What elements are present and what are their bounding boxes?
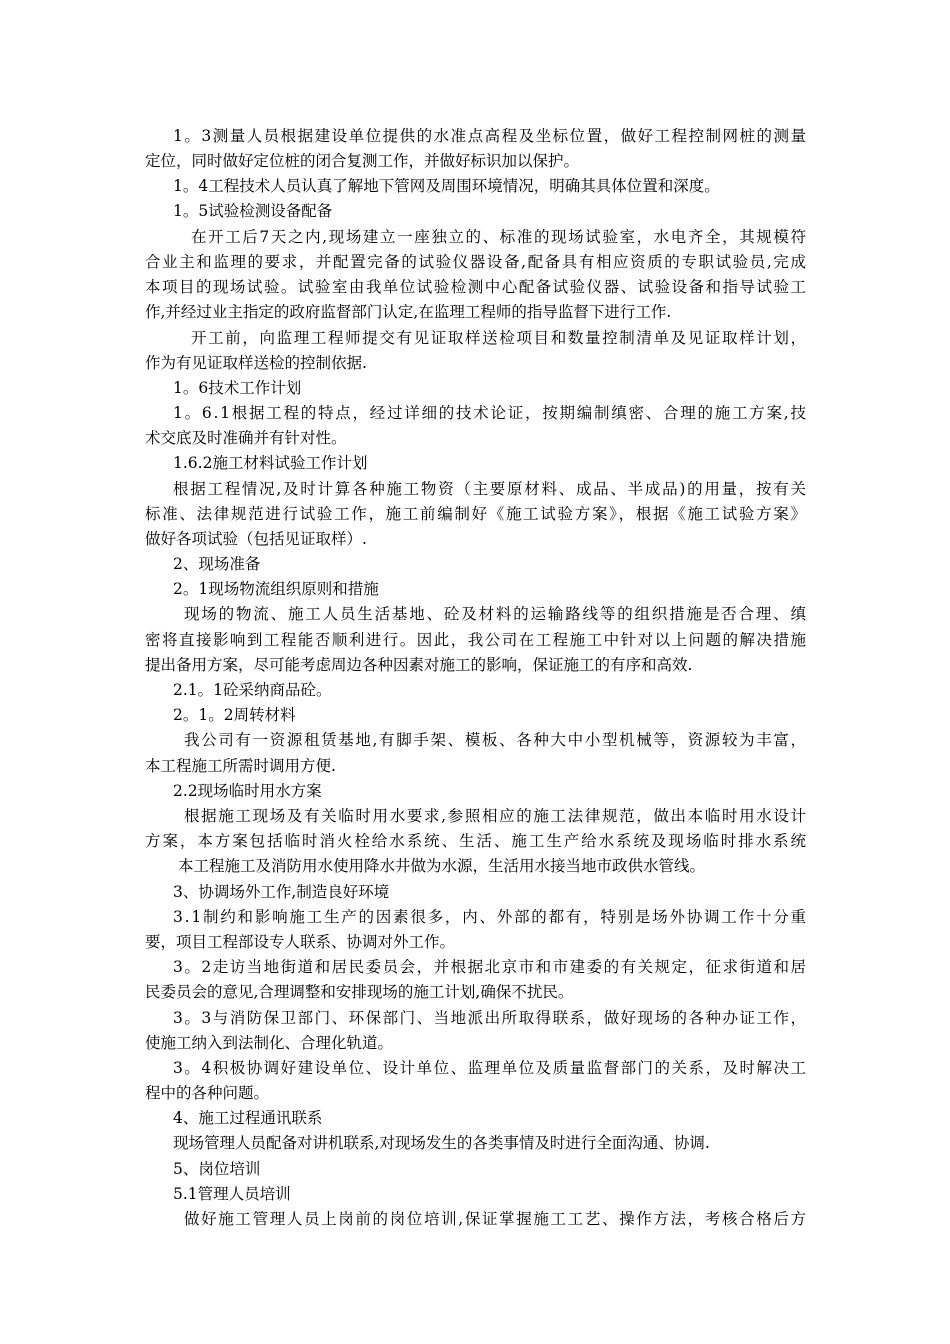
- text-line: [0, 1056, 950, 1080]
- text-line-content: 2.2现场临时用水方案: [173, 782, 322, 800]
- text-line: [0, 653, 950, 677]
- text-line: [0, 728, 950, 752]
- text-line: [0, 980, 950, 1004]
- text-line-content: 本工程施工所需时调用方便.: [145, 757, 336, 775]
- text-line: [0, 1031, 950, 1055]
- text-line: [0, 401, 950, 425]
- text-line-content: 根据工程情况,及时计算各种施工物资（主要原材料、成品、半成品)的用量，按有关: [173, 480, 808, 498]
- text-line-content: 程中的各种问题。: [145, 1084, 270, 1102]
- text-line: [0, 1157, 950, 1181]
- text-line-content: 3。2走访当地街道和居民委员会，并根据北京市和市建委的有关规定，征求街道和居: [173, 958, 808, 976]
- text-line-content: 3。4积极协调好建设单位、设计单位、监理单位及质量监督部门的关系，及时解决工: [173, 1059, 808, 1077]
- text-line: [0, 149, 950, 173]
- text-line: [0, 275, 950, 299]
- text-line: [0, 199, 950, 223]
- text-line: [0, 1182, 950, 1206]
- text-line: [0, 577, 950, 601]
- text-line: [0, 602, 950, 626]
- text-line-content: 1。6技术工作计划: [173, 379, 302, 397]
- text-line-content: 作,并经过业主指定的政府监督部门认定,在监理工程师的指导监督下进行工作.: [145, 303, 672, 321]
- text-line-content: 在开工后7天之内,现场建立一座独立的、标准的现场试验室，水电齐全，其规模符: [191, 228, 808, 246]
- text-line-content: 使施工纳入到法制化、合理化轨道。: [145, 1034, 394, 1052]
- text-line-content: 定位，同时做好定位桩的闭合复测工作，并做好标识加以保护。: [145, 152, 580, 170]
- text-line: [0, 174, 950, 198]
- text-line: [0, 829, 950, 853]
- text-line: [0, 1006, 950, 1030]
- text-line-content: 合业主和监理的要求，并配置完备的试验仪器设备,配备具有相应资质的专职试验员,完成: [145, 253, 808, 271]
- text-line-content: 做好施工管理人员上岗前的岗位培训,保证掌握施工工艺、操作方法，考核合格后方: [184, 1210, 808, 1228]
- text-line: [0, 426, 950, 450]
- text-line: [0, 703, 950, 727]
- text-line-content: 现场管理人员配备对讲机联系,对现场发生的各类事情及时进行全面沟通、协调.: [173, 1134, 710, 1152]
- text-line: [0, 628, 950, 652]
- text-line-content: 1。4工程技术人员认真了解地下管网及周围环境情况，明确其具体位置和深度。: [173, 177, 720, 195]
- text-line: [0, 1131, 950, 1155]
- text-line-content: 2.1。1砼采纳商品砼。: [173, 681, 332, 699]
- text-line-content: 1。5试验检测设备配备: [173, 202, 333, 220]
- text-line: [0, 552, 950, 576]
- text-line-content: 本工程施工及消防用水使用降水井做为水源，生活用水接当地市政供水管线。: [178, 857, 706, 875]
- text-line: [0, 1207, 950, 1231]
- text-line: [0, 1106, 950, 1130]
- text-line: [0, 527, 950, 551]
- text-line-content: 术交底及时准确并有针对性。: [145, 429, 347, 447]
- text-line: [0, 955, 950, 979]
- text-line: [0, 300, 950, 324]
- text-line-content: 密将直接影响到工程能否顺利进行。因此，我公司在工程施工中针对以上问题的解决措施: [145, 631, 808, 649]
- text-line: [0, 754, 950, 778]
- text-line-content: 3.1制约和影响施工生产的因素很多，内、外部的都有，特别是场外协调工作十分重: [173, 908, 808, 926]
- text-line: [0, 376, 950, 400]
- text-line: [0, 930, 950, 954]
- text-line-content: 3、协调场外工作,制造良好环境: [173, 883, 390, 901]
- text-line: [0, 779, 950, 803]
- text-line-content: 1。6.1根据工程的特点，经过详细的技术论证，按期编制缜密、合理的施工方案,技: [173, 404, 808, 422]
- text-line-content: 2。1现场物流组织原则和措施: [173, 580, 379, 598]
- text-line: [0, 225, 950, 249]
- text-line-content: 5.1管理人员培训: [173, 1185, 291, 1203]
- text-line: [0, 502, 950, 526]
- text-line-content: 标准、法律规范进行试验工作，施工前编制好《施工试验方案》，根据《施工试验方案》: [145, 505, 808, 523]
- text-line: [0, 451, 950, 475]
- text-line-content: 要，项目工程部设专人联系、协调对外工作。: [145, 933, 456, 951]
- text-line-content: 2。1。2周转材料: [173, 706, 296, 724]
- text-line-content: 本项目的现场试验。试验室由我单位试验检测中心配备试验仪器、试验设备和指导试验工: [145, 278, 808, 296]
- text-line: [0, 905, 950, 929]
- text-line-content: 提出备用方案，尽可能考虑周边各种因素对施工的影响，保证施工的有序和高效.: [145, 656, 693, 674]
- text-line-content: 根据施工现场及有关临时用水要求,参照相应的施工法律规范，做出本临时用水设计: [184, 807, 808, 825]
- text-line: [0, 854, 950, 878]
- text-line-content: 开工前，向监理工程师提交有见证取样送检项目和数量控制清单及见证取样计划，: [191, 329, 808, 347]
- text-line-content: 5、岗位培训: [173, 1160, 261, 1178]
- text-line: [0, 880, 950, 904]
- text-line: [0, 804, 950, 828]
- text-line: [0, 351, 950, 375]
- text-line-content: 2、现场准备: [173, 555, 261, 573]
- text-line: [0, 678, 950, 702]
- text-line: [0, 1081, 950, 1105]
- text-line-content: 1.6.2施工材料试验工作计划: [173, 454, 368, 472]
- text-line-content: 做好各项试验（包括见证取样）.: [145, 530, 367, 548]
- text-line-content: 我公司有一资源租赁基地,有脚手架、模板、各种大中小型机械等，资源较为丰富，: [184, 731, 808, 749]
- text-line-content: 1。3测量人员根据建设单位提供的水准点高程及坐标位置，做好工程控制网桩的测量: [173, 127, 808, 145]
- text-line-content: 4、施工过程通讯联系: [173, 1109, 323, 1127]
- text-line: [0, 124, 950, 148]
- text-line-content: 民委员会的意见,合理调整和安排现场的施工计划,确保不扰民。: [145, 983, 574, 1001]
- text-line-content: 3。3与消防保卫部门、环保部门、当地派出所取得联系，做好现场的各种办证工作，: [173, 1009, 808, 1027]
- text-line-content: 现场的物流、施工人员生活基地、砼及材料的运输路线等的组织措施是否合理、缜: [184, 605, 808, 623]
- text-line-content: 作为有见证取样送检的控制依据.: [145, 354, 367, 372]
- text-line: [0, 250, 950, 274]
- text-line: [0, 326, 950, 350]
- text-line-content: 方案，本方案包括临时消火栓给水系统、生活、施工生产给水系统及现场临时排水系统: [145, 832, 808, 850]
- text-line: [0, 477, 950, 501]
